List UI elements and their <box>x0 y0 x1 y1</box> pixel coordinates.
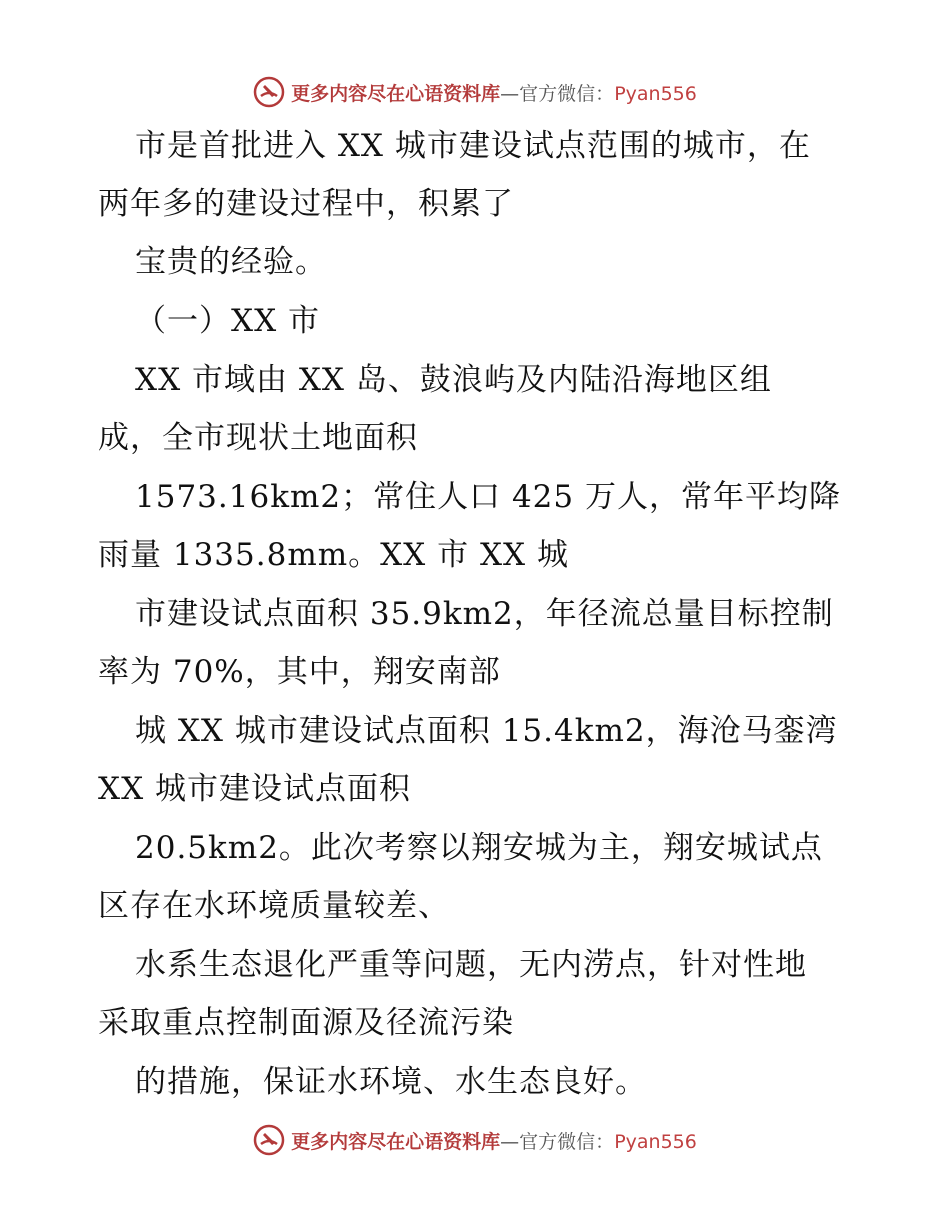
book-pen-logo-icon <box>253 1124 285 1156</box>
body-line: 采取重点控制面源及径流污染 <box>98 1005 514 1041</box>
section-heading: （一）XX 市 <box>135 303 320 339</box>
footer-watermark-separator: — <box>500 1130 520 1153</box>
body-line: 水系生态退化严重等问题，无内涝点，针对性地 <box>135 947 807 983</box>
header-watermark <box>0 72 950 112</box>
body-line: 市是首批进入 XX 城市建设试点范围的城市，在 <box>135 128 811 164</box>
body-line: XX 城市建设试点面积 <box>98 771 411 807</box>
body-line: 雨量 1335.8mm。XX 市 XX 城 <box>98 537 569 573</box>
body-line: 城 XX 城市建设试点面积 15.4km2，海沧马銮湾 <box>135 713 838 749</box>
body-line: 宝贵的经验。 <box>135 244 327 280</box>
footer-watermark <box>0 1120 950 1160</box>
header-watermark-separator: — <box>500 82 520 105</box>
body-line: 两年多的建设过程中，积累了 <box>98 186 514 222</box>
body-line: 20.5km2。此次考察以翔安城为主，翔安城试点 <box>135 830 823 866</box>
header-watermark-main-text: 更多内容尽在心语资料库 <box>291 82 501 105</box>
footer-watermark-wechat-id: Pyan556 <box>614 1130 697 1153</box>
body-line: 市建设试点面积 35.9km2，年径流总量目标控制 <box>135 596 834 632</box>
footer-watermark-main-text: 更多内容尽在心语资料库 <box>291 1130 501 1153</box>
body-line: 的措施，保证水环境、水生态良好。 <box>135 1064 647 1100</box>
body-line: 成，全市现状土地面积 <box>98 420 418 456</box>
body-line: 率为 70%，其中，翔安南部 <box>98 654 501 690</box>
header-watermark-official-label: 官方微信： <box>519 82 615 105</box>
book-pen-logo-icon <box>253 76 285 108</box>
body-line: XX 市域由 XX 岛、鼓浪屿及内陆沿海地区组 <box>135 362 772 398</box>
body-line: 区存在水环境质量较差、 <box>98 888 450 924</box>
footer-watermark-official-label: 官方微信： <box>519 1130 615 1153</box>
header-watermark-wechat-id: Pyan556 <box>614 82 697 105</box>
body-line: 1573.16km2；常住人口 425 万人，常年平均降 <box>135 479 841 515</box>
